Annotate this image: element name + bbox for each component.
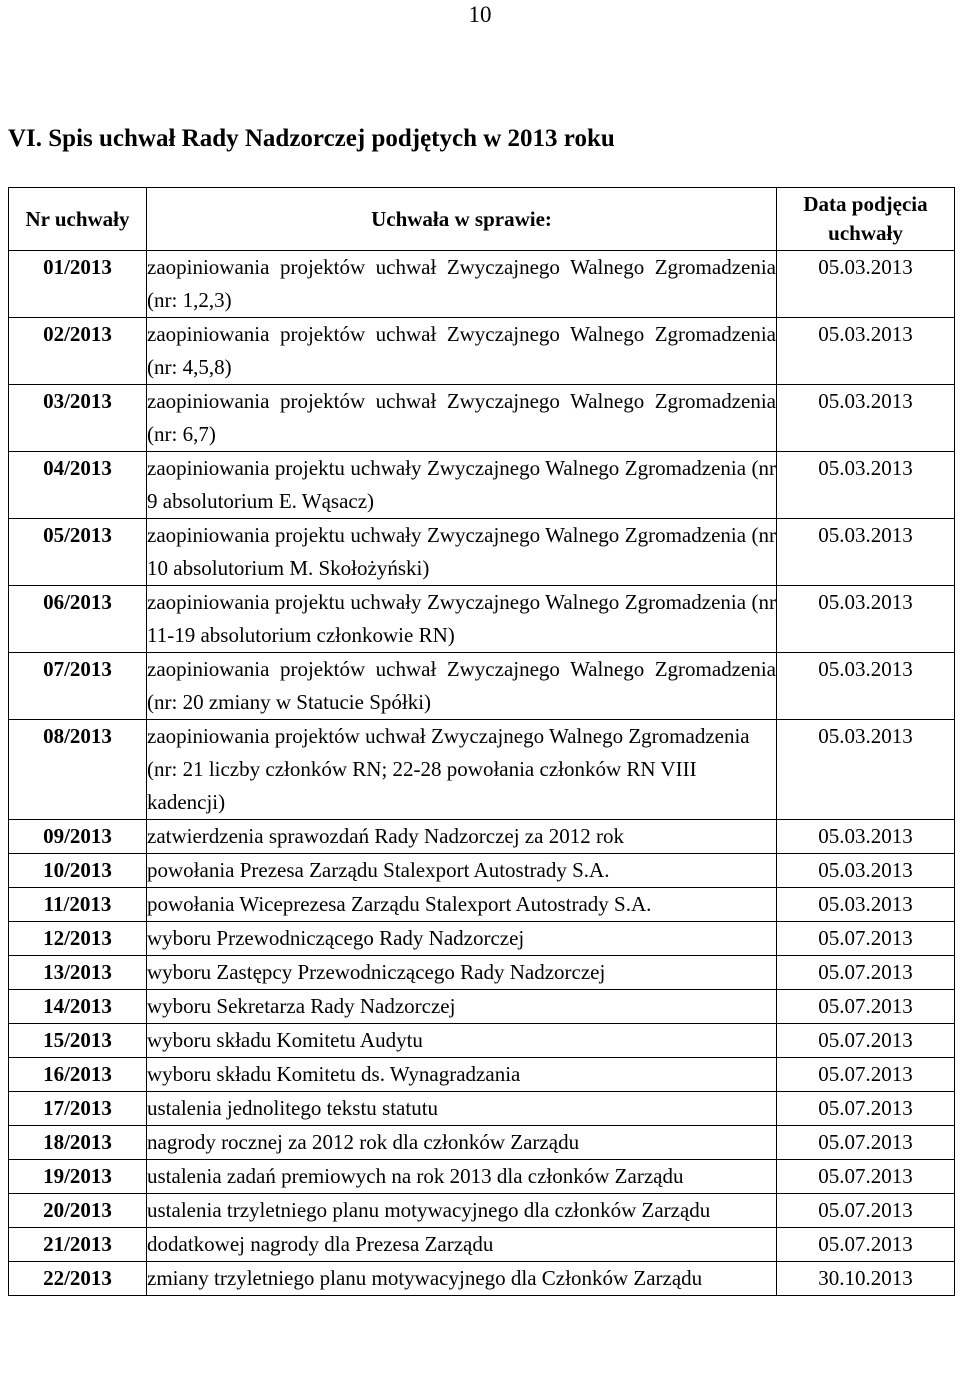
resolution-date: 05.03.2013 <box>777 318 955 385</box>
resolution-subject: zaopiniowania projektu uchwały Zwyczajnego Walnego Zgromadzenia (nr 9 absolutorium E. Wąsacz) <box>147 452 777 519</box>
resolution-date: 05.03.2013 <box>777 854 955 888</box>
resolution-number: 05/2013 <box>9 519 147 586</box>
table-row <box>9 922 955 956</box>
resolution-date: 05.07.2013 <box>777 922 955 956</box>
resolution-subject: zatwierdzenia sprawozdań Rady Nadzorczej za 2012 rok <box>147 820 777 854</box>
resolution-date: 05.07.2013 <box>777 956 955 990</box>
table-row <box>9 1058 955 1092</box>
resolution-subject: zaopiniowania projektów uchwał Zwyczajnego Walnego Zgromadzenia (nr: 6,7) <box>147 385 777 452</box>
resolution-number: 03/2013 <box>9 385 147 452</box>
resolution-number: 21/2013 <box>9 1228 147 1262</box>
table-row <box>9 956 955 990</box>
resolution-number: 09/2013 <box>9 820 147 854</box>
resolution-subject: powołania Prezesa Zarządu Stalexport Autostrady S.A. <box>147 854 777 888</box>
resolution-subject: powołania Wiceprezesa Zarządu Stalexport Autostrady S.A. <box>147 888 777 922</box>
resolution-number: 01/2013 <box>9 251 147 318</box>
resolution-number: 20/2013 <box>9 1194 147 1228</box>
resolution-date: 05.03.2013 <box>777 251 955 318</box>
resolution-subject: wyboru składu Komitetu Audytu <box>147 1024 777 1058</box>
table-row <box>9 1262 955 1296</box>
table-row <box>9 1126 955 1160</box>
resolution-number: 07/2013 <box>9 653 147 720</box>
resolution-date: 05.03.2013 <box>777 888 955 922</box>
header-date: Data podjęcia uchwały <box>777 188 955 251</box>
resolution-date: 05.07.2013 <box>777 990 955 1024</box>
table-row <box>9 820 955 854</box>
table-header-row <box>9 188 955 251</box>
resolution-number: 19/2013 <box>9 1160 147 1194</box>
resolutions-table <box>8 187 955 1296</box>
resolution-subject: zaopiniowania projektów uchwał Zwyczajnego Walnego Zgromadzenia (nr: 21 liczby członków RN; 22-28 powołania członków RN VIII kadencji) <box>147 720 777 820</box>
resolution-date: 05.07.2013 <box>777 1228 955 1262</box>
resolution-date: 05.07.2013 <box>777 1126 955 1160</box>
resolution-date: 05.03.2013 <box>777 452 955 519</box>
table-row <box>9 586 955 653</box>
header-subject: Uchwała w sprawie: <box>147 188 777 251</box>
table-row <box>9 854 955 888</box>
table-row <box>9 888 955 922</box>
table-row <box>9 653 955 720</box>
page-number: 10 <box>468 2 492 27</box>
table-row <box>9 519 955 586</box>
resolution-number: 02/2013 <box>9 318 147 385</box>
resolution-date: 05.07.2013 <box>777 1194 955 1228</box>
table-row <box>9 318 955 385</box>
resolution-date: 05.03.2013 <box>777 385 955 452</box>
resolution-number: 12/2013 <box>9 922 147 956</box>
table-row <box>9 452 955 519</box>
resolution-date: 05.07.2013 <box>777 1092 955 1126</box>
resolution-number: 08/2013 <box>9 720 147 820</box>
resolution-subject: ustalenia jednolitego tekstu statutu <box>147 1092 777 1126</box>
table-row <box>9 1092 955 1126</box>
resolution-subject: wyboru Sekretarza Rady Nadzorczej <box>147 990 777 1024</box>
resolution-subject: dodatkowej nagrody dla Prezesa Zarządu <box>147 1228 777 1262</box>
resolution-subject: wyboru składu Komitetu ds. Wynagradzania <box>147 1058 777 1092</box>
resolution-number: 10/2013 <box>9 854 147 888</box>
resolution-number: 16/2013 <box>9 1058 147 1092</box>
resolution-date: 05.03.2013 <box>777 519 955 586</box>
resolution-subject: wyboru Przewodniczącego Rady Nadzorczej <box>147 922 777 956</box>
resolution-subject: ustalenia trzyletniego planu motywacyjnego dla członków Zarządu <box>147 1194 777 1228</box>
table-row <box>9 251 955 318</box>
resolution-subject: zaopiniowania projektów uchwał Zwyczajnego Walnego Zgromadzenia (nr: 20 zmiany w Statucie Spółki) <box>147 653 777 720</box>
resolution-number: 06/2013 <box>9 586 147 653</box>
table-row <box>9 385 955 452</box>
resolution-date: 05.03.2013 <box>777 653 955 720</box>
resolution-date: 05.03.2013 <box>777 586 955 653</box>
resolution-date: 05.03.2013 <box>777 720 955 820</box>
table-row <box>9 720 955 820</box>
resolution-number: 04/2013 <box>9 452 147 519</box>
resolution-number: 18/2013 <box>9 1126 147 1160</box>
section-title: VI. Spis uchwał Rady Nadzorczej podjętych w 2013 roku <box>8 125 615 152</box>
table-row <box>9 990 955 1024</box>
resolution-number: 22/2013 <box>9 1262 147 1296</box>
resolution-date: 30.10.2013 <box>777 1262 955 1296</box>
resolution-date: 05.07.2013 <box>777 1160 955 1194</box>
table-row <box>9 1228 955 1262</box>
resolution-subject: zaopiniowania projektów uchwał Zwyczajnego Walnego Zgromadzenia (nr: 1,2,3) <box>147 251 777 318</box>
resolution-number: 13/2013 <box>9 956 147 990</box>
table-row <box>9 1194 955 1228</box>
resolution-number: 14/2013 <box>9 990 147 1024</box>
resolution-subject: zmiany trzyletniego planu motywacyjnego dla Członków Zarządu <box>147 1262 777 1296</box>
resolution-subject: nagrody rocznej za 2012 rok dla członków Zarządu <box>147 1126 777 1160</box>
resolution-subject: wyboru Zastępcy Przewodniczącego Rady Nadzorczej <box>147 956 777 990</box>
resolution-number: 17/2013 <box>9 1092 147 1126</box>
resolution-number: 11/2013 <box>9 888 147 922</box>
resolution-date: 05.07.2013 <box>777 1024 955 1058</box>
resolution-subject: zaopiniowania projektu uchwały Zwyczajnego Walnego Zgromadzenia (nr 11-19 absolutorium członkowie RN) <box>147 586 777 653</box>
resolution-subject: zaopiniowania projektów uchwał Zwyczajnego Walnego Zgromadzenia (nr: 4,5,8) <box>147 318 777 385</box>
resolution-subject: zaopiniowania projektu uchwały Zwyczajnego Walnego Zgromadzenia (nr 10 absolutorium M. Skołożyński) <box>147 519 777 586</box>
table-row <box>9 1024 955 1058</box>
header-number: Nr uchwały <box>9 188 147 251</box>
resolution-subject: ustalenia zadań premiowych na rok 2013 dla członków Zarządu <box>147 1160 777 1194</box>
resolution-date: 05.07.2013 <box>777 1058 955 1092</box>
resolution-number: 15/2013 <box>9 1024 147 1058</box>
table-row <box>9 1160 955 1194</box>
resolution-date: 05.03.2013 <box>777 820 955 854</box>
